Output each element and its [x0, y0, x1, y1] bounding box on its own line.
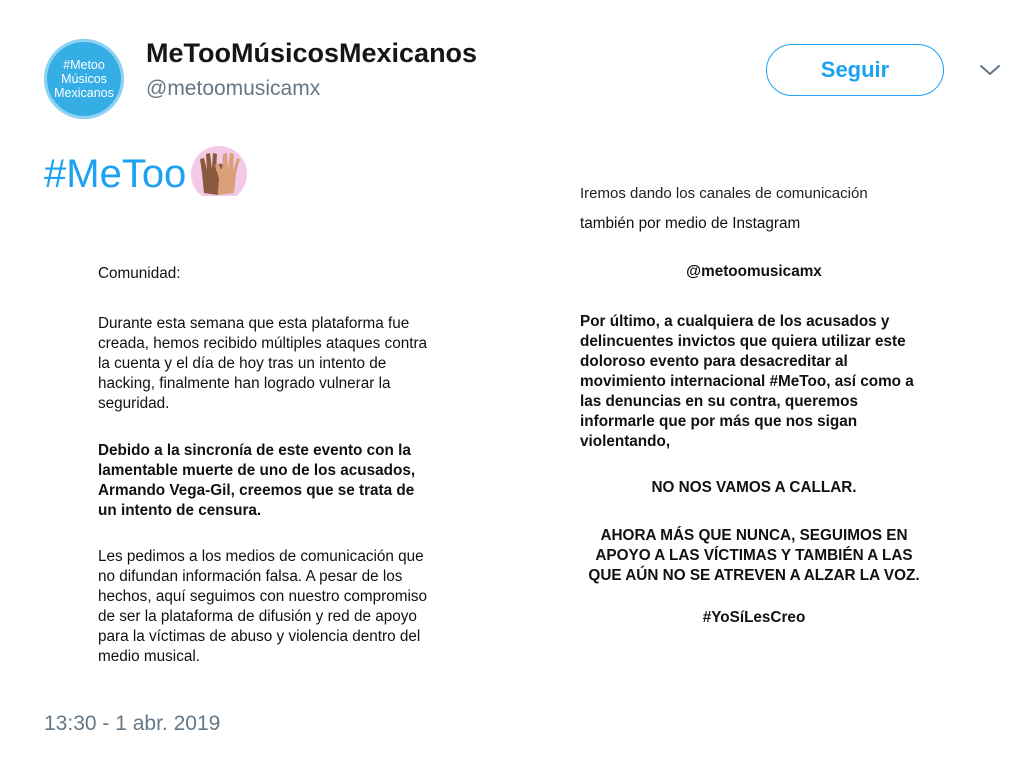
statement-page-right — [548, 185, 960, 696]
metoo-hashtag-link[interactable]: #MeToo — [44, 151, 187, 196]
text-line: violentando, — [580, 433, 671, 450]
text-line: medio musical. — [98, 648, 201, 665]
closing-hashtag: #YoSíLesCreo — [702, 609, 806, 626]
follow-button[interactable]: Seguir — [766, 44, 944, 96]
text-line: Durante esta semana que esta plataforma fue — [98, 315, 410, 332]
paragraph-attacks — [98, 314, 518, 414]
tweet-timestamp[interactable]: 13:30 - 1 abr. 2019 — [44, 712, 221, 735]
text-line: no difundan información falsa. A pesar de los — [98, 568, 403, 585]
avatar-line-1: #Metoo — [63, 58, 105, 72]
paragraph-media-request — [98, 547, 518, 667]
text-line: Debido a la sincronía de este evento con la — [98, 442, 411, 459]
instagram-line: también por medio de Instagram — [580, 215, 801, 232]
text-line: informarle que por más que nos sigan — [580, 413, 858, 430]
text-line: APOYO A LAS VÍCTIMAS Y TAMBIÉN A LAS — [595, 547, 913, 564]
text-line: de ser la plataforma de difusión y red de apoyo — [98, 608, 417, 625]
shout-paragraph — [548, 526, 960, 586]
chevron-down-icon[interactable] — [977, 60, 1003, 80]
shout-line: NO NOS VAMOS A CALLAR. — [651, 479, 857, 496]
text-line: Armando Vega-Gil, creemos que se trata de — [98, 482, 415, 499]
instagram-handle: @metoomusicamx — [686, 263, 822, 280]
statement-page-left — [82, 196, 542, 696]
avatar[interactable] — [44, 39, 124, 119]
display-name[interactable]: MeTooMúsicosMexicanos — [146, 38, 478, 68]
text-line: creada, hemos recibido múltiples ataques contra — [98, 335, 428, 352]
text-line: delincuentes invictos que quiera utilizar este — [580, 333, 906, 350]
text-line: Les pedimos a los medios de comunicación que — [98, 548, 424, 565]
avatar-line-3: Mexicanos — [54, 86, 114, 100]
text-line: la cuenta y el día de hoy tras un intento de — [98, 355, 387, 372]
text-line: hechos, aquí seguimos con nuestro compromiso — [98, 588, 428, 605]
paragraph-censorship — [98, 441, 518, 521]
text-line: lamentable muerte de uno de los acusados, — [98, 462, 416, 479]
text-line: AHORA MÁS QUE NUNCA, SEGUIMOS EN — [600, 527, 908, 544]
text-line: hacking, finalmente han logrado vulnerar la — [98, 375, 391, 392]
text-line: Por último, a cualquiera de los acusados y — [580, 313, 890, 330]
greeting: Comunidad: — [98, 265, 181, 282]
text-line: movimiento internacional #MeToo, así como a — [580, 373, 914, 390]
user-handle[interactable]: @metoomusicamx — [146, 77, 321, 100]
text-line: doloroso evento para desacreditar al — [580, 353, 848, 370]
paragraph-warning — [580, 312, 950, 452]
text-line: las denuncias en su contra, queremos — [580, 393, 858, 410]
text-line: seguridad. — [98, 395, 170, 412]
text-line: un intento de censura. — [98, 502, 262, 519]
text-line: QUE AÚN NO SE ATREVEN A ALZAR LA VOZ. — [588, 567, 920, 584]
avatar-line-2: Músicos — [61, 72, 107, 86]
cropped-text-line: Iremos dando los canales de comunicación — [580, 185, 868, 202]
text-line: para la víctimas de abuso y violencia dentro del — [98, 628, 421, 645]
